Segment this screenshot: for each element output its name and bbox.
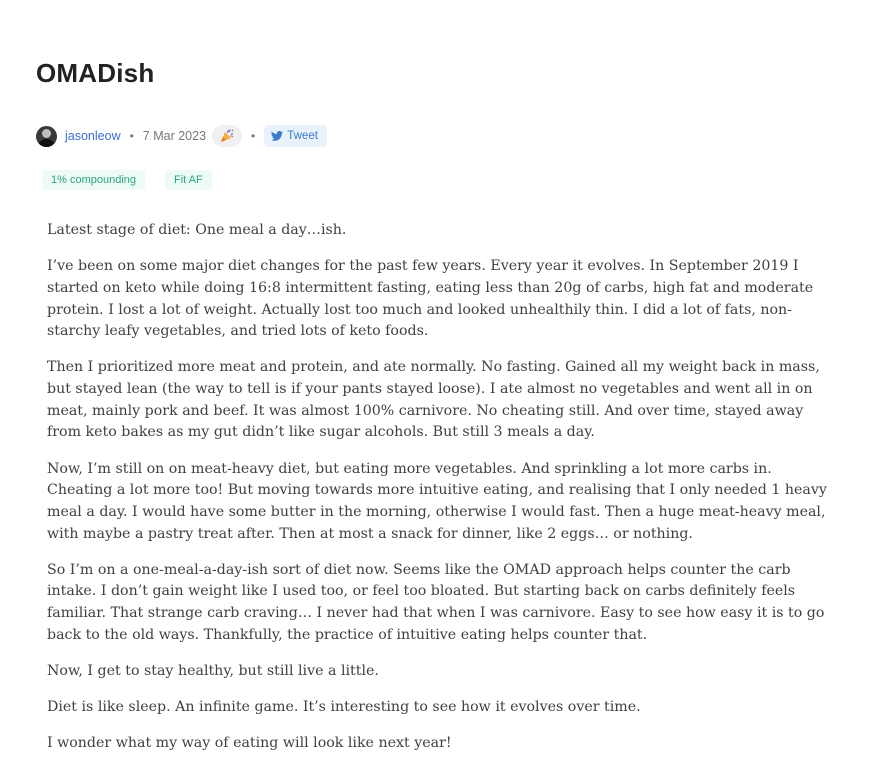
avatar-shoulders <box>38 139 55 147</box>
tweet-label: Tweet <box>287 130 318 142</box>
avatar-head <box>42 129 51 138</box>
meta-separator: • <box>129 129 134 143</box>
paragraph: Now, I’m still on on meat-heavy diet, but eating more vegetables. And sprinkling a lot more carbs in. Cheating a lot more too! But moving towards more intuitive eating, and realising that I only needed 1 heavy meal a day. I would have some butter in the morning, otherwise I would fast. Then a huge meat-heavy meal, with maybe a pastry treat after. Then at most a snack for dinner, like 2 eggs… or nothing. <box>47 460 827 542</box>
twitter-bird-icon <box>271 131 283 141</box>
paragraph: Now, I get to stay healthy, but still live a little. <box>47 662 379 679</box>
paragraph: So I’m on a one-meal-a-day-ish sort of diet now. Seems like the OMAD approach helps counter the carb intake. I don’t gain weight like I used too, or feel too bloated. But starting back on carbs definitely feels familiar. That strange carb craving… I never had that when I was carnivore. Easy to see how easy it is to go back to the old ways. Thankfully, the practice of intuitive eating helps counter that. <box>47 561 825 643</box>
post-date: 7 Mar 2023 <box>142 129 207 143</box>
post-meta <box>36 124 327 148</box>
tag-1-percent-compounding[interactable]: 1% compounding <box>42 170 145 190</box>
paragraph: Then I prioritized more meat and protein, and ate normally. No fasting. Gained all my weight back in mass, but stayed lean (the way to tell is if your pants stayed loose). I ate almost no vegetables and went all in on meat, mainly pork and beef. It was almost 100% carnivore. No cheating still. And over time, stayed away from keto bakes as my gut didn’t like sugar alcohols. But still 3 meals a day. <box>47 359 820 441</box>
tag-list <box>42 170 212 190</box>
author-avatar[interactable] <box>36 126 57 147</box>
author-link[interactable]: jasonleow <box>65 129 121 143</box>
tag-fit-af[interactable]: Fit AF <box>165 170 212 190</box>
party-popper-icon[interactable] <box>212 125 242 147</box>
party-popper-glyph <box>220 129 234 143</box>
paragraph: I wonder what my way of eating will look like next year! <box>47 735 452 752</box>
paragraph: Diet is like sleep. An infinite game. It’s interesting to see how it evolves over time. <box>47 699 641 715</box>
meta-separator: • <box>251 129 256 143</box>
paragraph: I’ve been on some major diet changes for the past few years. Every year it evolves. In September 2019 I started on keto while doing 16:8 intermittent fasting, eating less than 20g of carbs, high fat and moderate protein. I lost a lot of weight. Actually lost too much and looked unhealthily thin. I did a lot of fats, non-starchy leafy vegetables, and tried lots of keto foods. <box>47 258 814 340</box>
post-body <box>47 220 837 769</box>
paragraph: Latest stage of diet: One meal a day…ish. <box>47 222 347 238</box>
tweet-button[interactable] <box>264 125 327 147</box>
post-title: OMADish <box>36 58 155 88</box>
